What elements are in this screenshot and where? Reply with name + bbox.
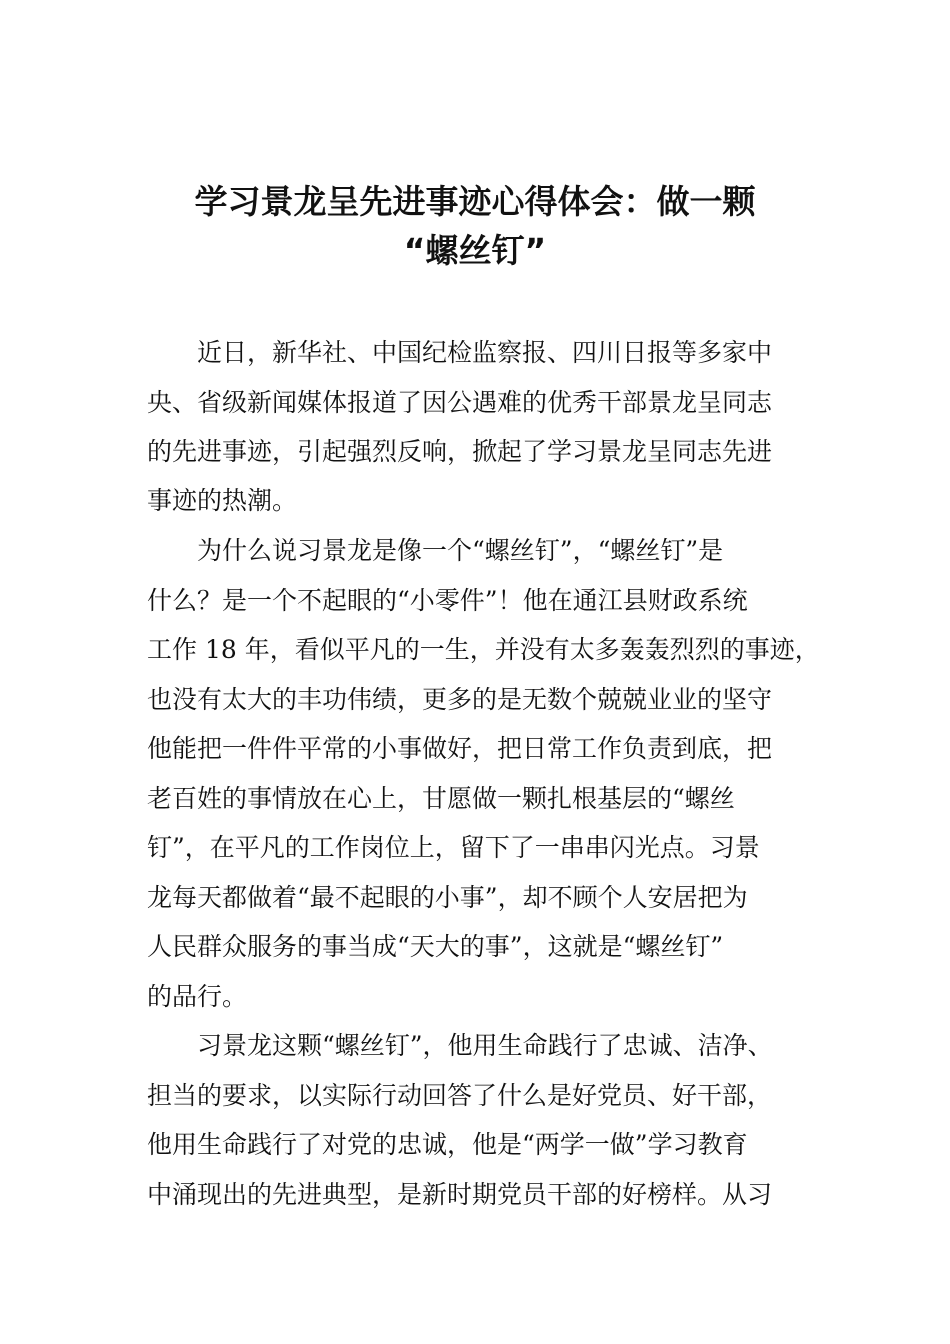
document-title-line-2: “螺丝钉” bbox=[403, 231, 547, 270]
paragraph-1-line: 央、省级新闻媒体报道了因公遇难的优秀干部景龙呈同志 bbox=[147, 388, 773, 417]
paragraph-2-line: 为什么说习景龙是像一个“螺丝钉”，“螺丝钉”是 bbox=[197, 536, 724, 565]
paragraph-2-line: 老百姓的事情放在心上，甘愿做一颗扎根基层的“螺丝 bbox=[147, 784, 735, 813]
paragraph-1-line: 事迹的热潮。 bbox=[147, 486, 298, 515]
paragraph-1-line: 近日，新华社、中国纪检监察报、四川日报等多家中 bbox=[197, 338, 773, 367]
document-title-line-1: 学习景龙呈先进事迹心得体会：做一颗 bbox=[194, 182, 756, 221]
paragraph-2-line: 的品行。 bbox=[147, 982, 248, 1011]
paragraph-3-line: 习景龙这颗“螺丝钉”，他用生命践行了忠诚、洁净、 bbox=[197, 1031, 773, 1060]
paragraph-2-line: 工作 18 年，看似平凡的一生，并没有太多轰轰烈烈的事迹， bbox=[147, 635, 820, 664]
paragraph-2-line: 他能把一件件平常的小事做好，把日常工作负责到底，把 bbox=[147, 734, 773, 763]
paragraph-2-line: 钉”，在平凡的工作岗位上，留下了一串串闪光点。习景 bbox=[147, 833, 760, 862]
paragraph-3-line: 担当的要求，以实际行动回答了什么是好党员、好干部， bbox=[147, 1081, 773, 1110]
paragraph-2-line: 什么？是一个不起眼的“小零件”！他在通江县财政系统 bbox=[147, 586, 748, 615]
paragraph-3-line: 中涌现出的先进典型，是新时期党员干部的好榜样。从习 bbox=[147, 1180, 773, 1209]
paragraph-2-line: 龙每天都做着“最不起眼的小事”，却不顾个人安居把为 bbox=[147, 883, 748, 912]
paragraph-2-line: 人民群众服务的事当成“天大的事”，这就是“螺丝钉” bbox=[147, 932, 724, 961]
paragraph-1-line: 的先进事迹，引起强烈反响，掀起了学习景龙呈同志先进 bbox=[147, 437, 773, 466]
paragraph-3-line: 他用生命践行了对党的忠诚，他是“两学一做”学习教育 bbox=[147, 1130, 748, 1159]
paragraph-2-line: 也没有太大的丰功伟绩，更多的是无数个兢兢业业的坚守 bbox=[147, 685, 773, 714]
